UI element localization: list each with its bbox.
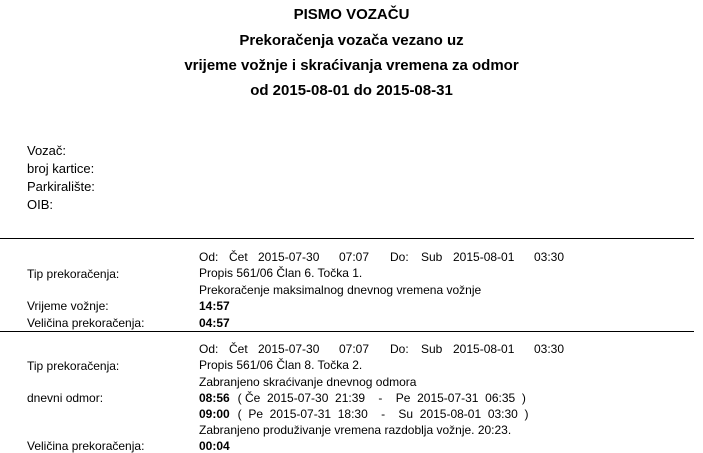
do-label: Do: [390, 342, 409, 356]
daily-rest-1-time: 08:56 [199, 391, 230, 405]
daily-rest-label: dnevni odmor: [27, 391, 104, 405]
od-day: Čet [229, 250, 248, 264]
document-subtitle-1: Prekoračenja vozača vezano uz [239, 32, 464, 49]
violation-type-value: Propis 561/06 Član 6. Točka 1. [199, 266, 363, 280]
violation-description: Prekoračenje maksimalnog dnevnog vremena vožnje [199, 283, 482, 297]
oib-label: OIB: [27, 197, 54, 212]
document-title: PISMO VOZAČU [293, 6, 410, 23]
violation-size-label: Veličina prekoračenja: [27, 316, 145, 330]
document-date-range: od 2015-08-01 do 2015-08-31 [250, 82, 453, 99]
violation-size-label: Veličina prekoračenja: [27, 439, 145, 453]
od-date: 2015-07-30 [258, 342, 320, 356]
daily-rest-1-range: ( Če 2015-07-30 21:39 - Pe 2015-07-31 06:35 ) [231, 391, 526, 405]
violation-size-value: 04:57 [199, 316, 230, 330]
od-time: 07:07 [339, 250, 370, 264]
card-number-label: broj kartice: [27, 161, 95, 176]
do-day: Sub [421, 342, 443, 356]
do-label: Do: [390, 250, 409, 264]
od-date: 2015-07-30 [258, 250, 320, 264]
violation-type-label: Tip prekoračenja: [27, 359, 120, 373]
parking-label: Parkiralište: [27, 179, 95, 194]
section-divider [0, 238, 694, 239]
violation-size-value: 00:04 [199, 439, 230, 453]
driving-time-value: 14:57 [199, 299, 230, 313]
do-date: 2015-08-01 [453, 342, 515, 356]
od-label: Od: [199, 342, 219, 356]
do-day: Sub [421, 250, 443, 264]
violation-description: Zabranjeno skraćivanje dnevnog odmora [199, 375, 417, 389]
violation-divider [0, 331, 694, 332]
driving-time-label: Vrijeme vožnje: [27, 299, 109, 313]
daily-rest-2-range: ( Pe 2015-07-31 18:30 - Su 2015-08-01 03:30 ) [231, 407, 529, 421]
violation-type-value: Propis 561/06 Član 8. Točka 2. [199, 358, 363, 372]
violation-type-label: Tip prekoračenja: [27, 267, 120, 281]
do-date: 2015-08-01 [453, 250, 515, 264]
do-time: 03:30 [534, 250, 565, 264]
daily-rest-2-time: 09:00 [199, 407, 230, 421]
document-subtitle-2: vrijeme vožnje i skraćivanja vremena za odmor [184, 57, 519, 74]
od-time: 07:07 [339, 342, 370, 356]
od-day: Čet [229, 342, 248, 356]
do-time: 03:30 [534, 342, 565, 356]
violation-description-2: Zabranjeno produživanje vremena razdoblja vožnje. 20:23. [199, 423, 512, 437]
od-label: Od: [199, 250, 219, 264]
driver-label: Vozač: [27, 143, 67, 158]
